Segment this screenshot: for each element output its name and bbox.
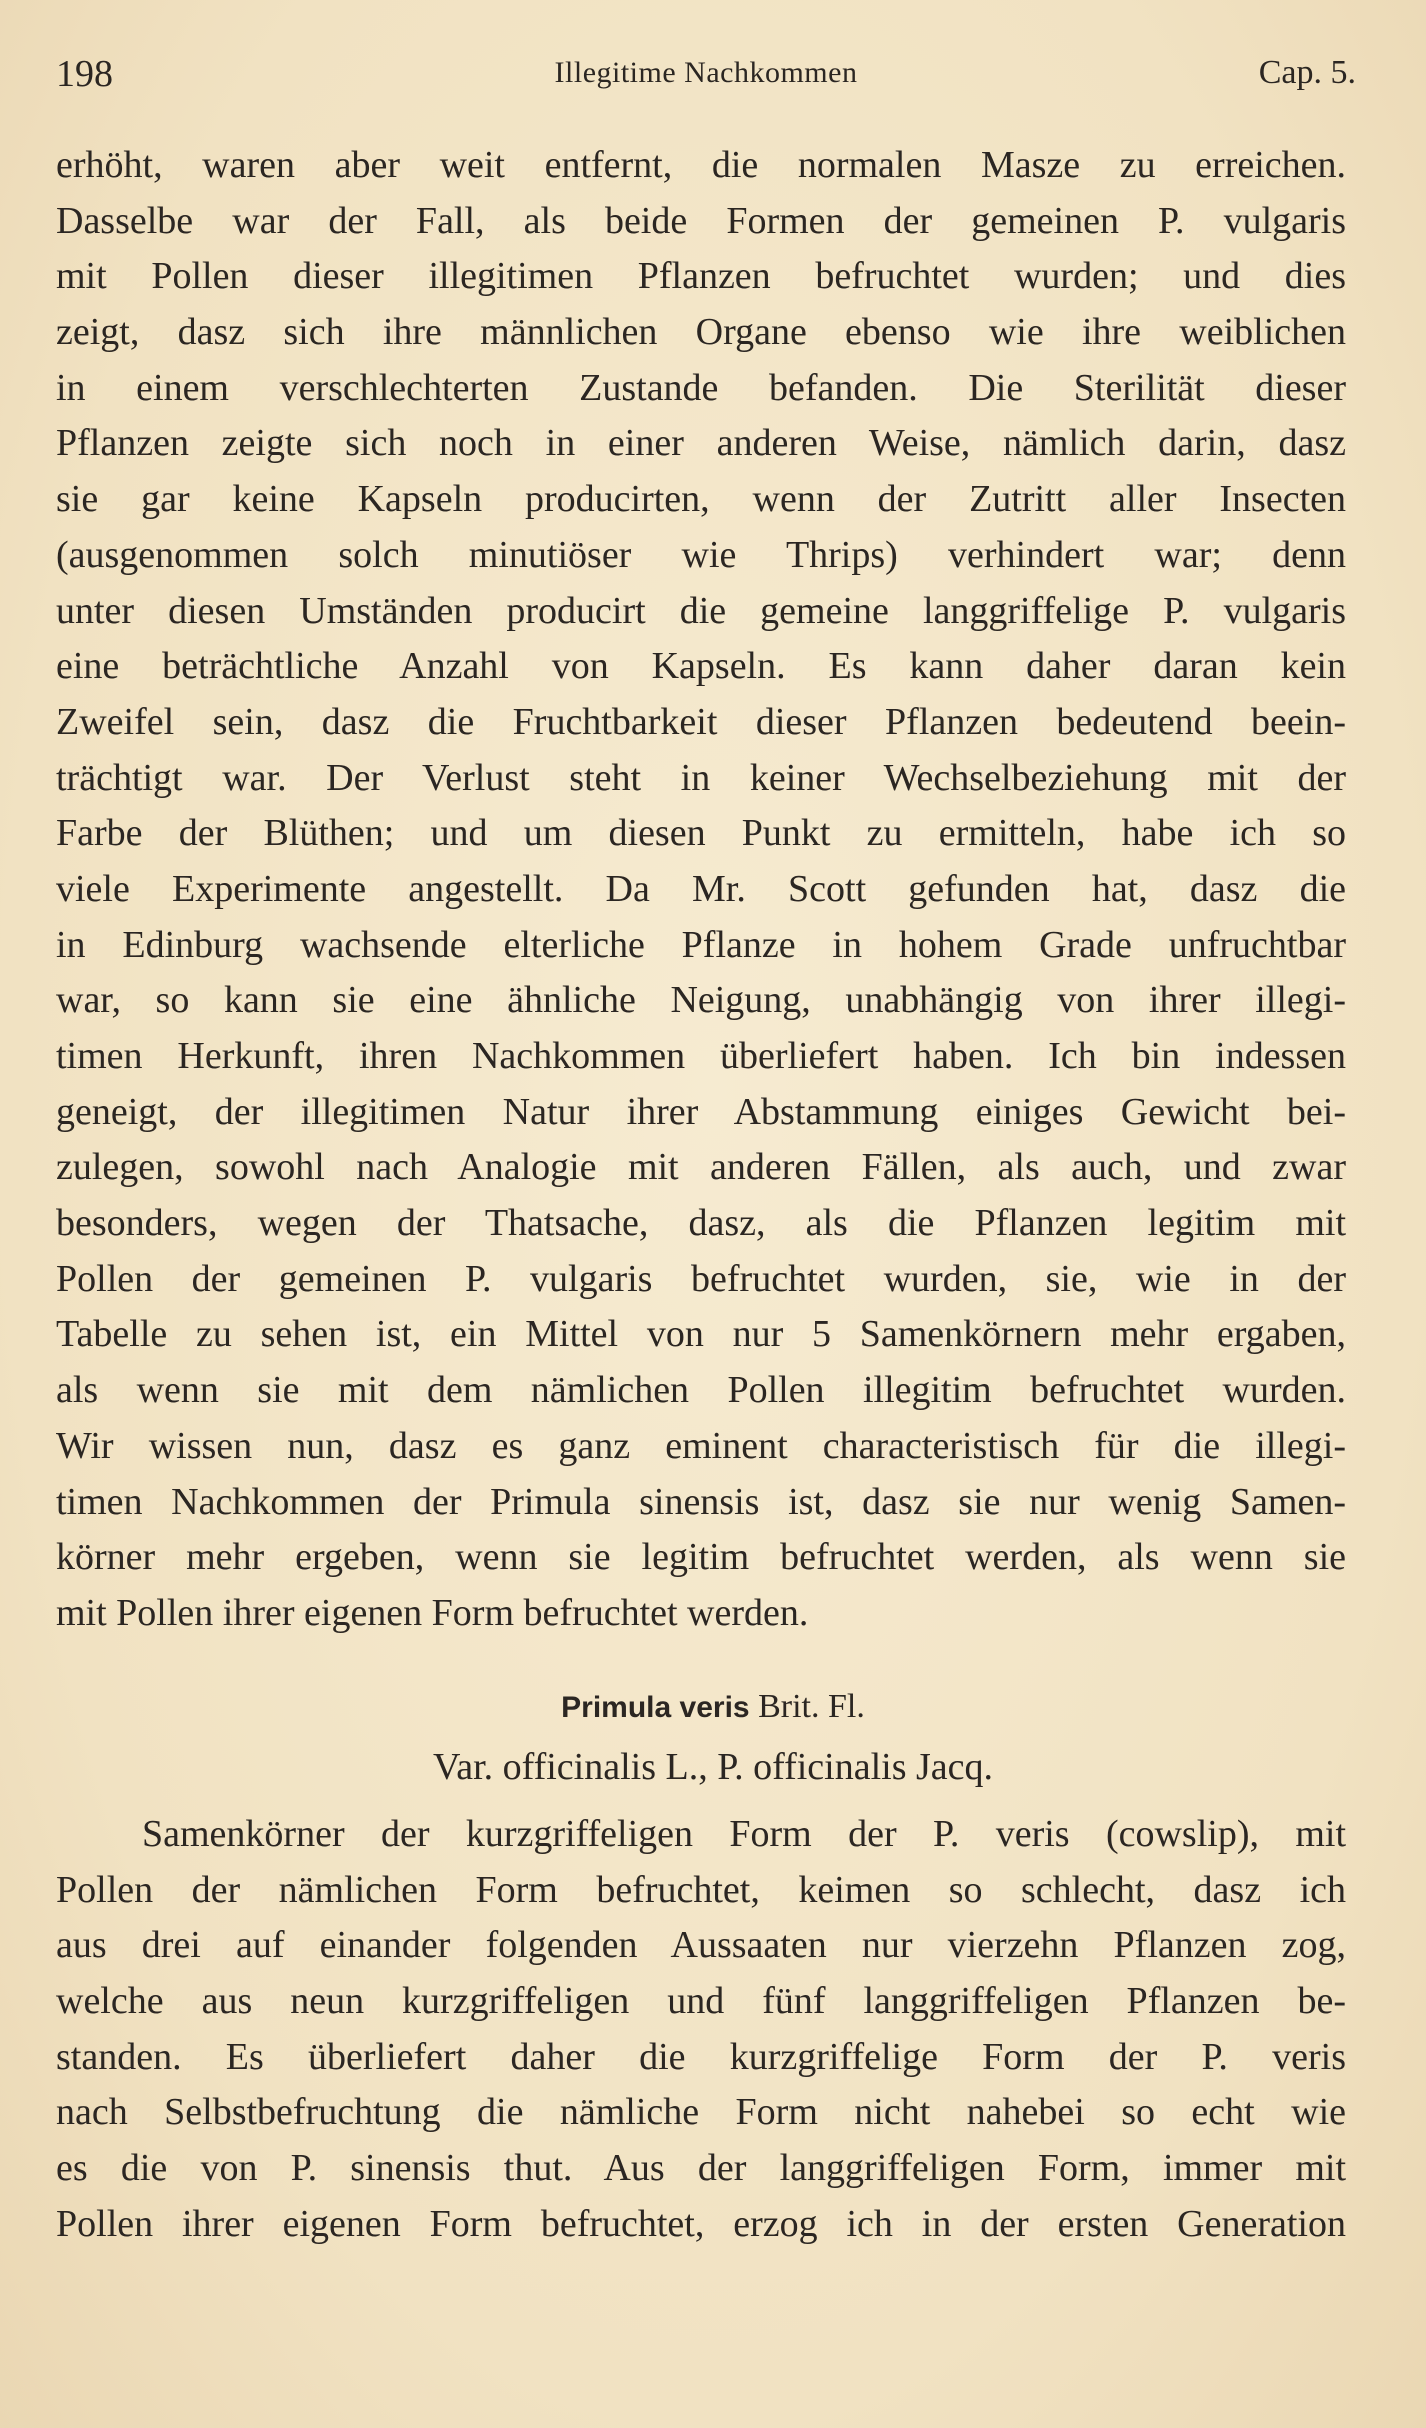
text-line: aus drei auf einander folgenden Aussaaten nur vierzehn Pflanzen zog, — [56, 1924, 1346, 1967]
text-line: geneigt, der illegitimen Natur ihrer Abstammung einiges Gewicht bei- — [56, 1090, 1346, 1133]
text-line: besonders, wegen der Thatsache, dasz, als die Pflanzen legitim mit — [56, 1202, 1346, 1245]
text-line: Pollen ihrer eigenen Form befruchtet, erzog ich in der ersten Generation — [56, 2202, 1346, 2245]
text-line: in einem verschlechterten Zustande befanden. Die Sterilität dieser — [56, 366, 1346, 409]
running-header — [56, 52, 1356, 102]
text-line: (ausgenommen solch minutiöser wie Thrips) verhindert war; denn — [56, 533, 1346, 576]
paragraph-1 — [56, 138, 1346, 1642]
text-line: war, so kann sie eine ähnliche Neigung, unabhängig von ihrer illegi- — [56, 979, 1346, 1022]
text-line: körner mehr ergeben, wenn sie legitim befruchtet werden, als wenn sie — [56, 1536, 1346, 1579]
text-line: viele Experimente angestellt. Da Mr. Scott gefunden hat, dasz die — [56, 867, 1346, 910]
text-line: Samenkörner der kurzgriffeligen Form der P. veris (cowslip), mit — [142, 1813, 1346, 1855]
text-line: timen Nachkommen der Primula sinensis ist, dasz sie nur wenig Samen- — [56, 1480, 1346, 1523]
text-line: Wir wissen nun, dasz es ganz eminent characteristisch für die illegi- — [56, 1424, 1346, 1467]
section-heading — [0, 1688, 1426, 1726]
page-number: 198 — [56, 53, 113, 95]
text-line: mit Pollen ihrer eigenen Form befruchtet werden. — [56, 1591, 809, 1634]
text-line: sie gar keine Kapseln producirten, wenn der Zutritt aller Insecten — [56, 478, 1346, 521]
text-line: zeigt, dasz sich ihre männlichen Organe ebenso wie ihre weiblichen — [56, 311, 1346, 354]
text-line: welche aus neun kurzgriffeligen und fünf langgriffeligen Pflanzen be- — [56, 1980, 1346, 2023]
text-line: mit Pollen dieser illegitimen Pflanzen befruchtet wurden; und dies — [56, 255, 1346, 298]
text-line: Pollen der nämlichen Form befruchtet, keimen so schlecht, dasz ich — [56, 1868, 1346, 1911]
text-line: nach Selbstbefruchtung die nämliche Form nicht nahebei so echt wie — [56, 2091, 1346, 2134]
text-line: eine beträchtliche Anzahl von Kapseln. Es kann daher daran kein — [56, 645, 1346, 688]
text-line: es die von P. sinensis thut. Aus der langgriffeligen Form, immer mit — [56, 2147, 1346, 2190]
text-line: Pollen der gemeinen P. vulgaris befruchtet wurden, sie, wie in der — [56, 1257, 1346, 1300]
text-line: standen. Es überliefert daher die kurzgriffelige Form der P. veris — [56, 2035, 1346, 2078]
section-subheading: Var. officinalis L., P. officinalis Jacq. — [432, 1746, 994, 1788]
text-line: zulegen, sowohl nach Analogie mit anderen Fällen, als auch, und zwar — [56, 1146, 1346, 1189]
species-name: Primula veris — [561, 1691, 750, 1724]
paragraph-2 — [56, 1807, 1346, 2253]
text-line: unter diesen Umständen producirt die gemeine langgriffelige P. vulgaris — [56, 589, 1346, 632]
text-line: trächtigt war. Der Verlust steht in keiner Wechselbeziehung mit der — [56, 756, 1346, 799]
text-line: in Edinburg wachsende elterliche Pflanze in hohem Grade unfruchtbar — [56, 923, 1346, 966]
text-line: Farbe der Blüthen; und um diesen Punkt zu ermitteln, habe ich so — [56, 812, 1346, 855]
running-title: Illegitime Nachkommen — [554, 56, 858, 89]
text-line: als wenn sie mit dem nämlichen Pollen illegitim befruchtet wurden. — [56, 1369, 1346, 1412]
text-line: Dasselbe war der Fall, als beide Formen der gemeinen P. vulgaris — [56, 199, 1346, 242]
text-line: erhöht, waren aber weit entfernt, die normalen Masze zu erreichen. — [56, 144, 1346, 186]
text-line: Pflanzen zeigte sich noch in einer anderen Weise, nämlich darin, dasz — [56, 422, 1346, 465]
text-line: Zweifel sein, dasz die Fruchtbarkeit dieser Pflanzen bedeutend beein- — [56, 700, 1346, 743]
heading-source: Brit. Fl. — [758, 1688, 865, 1725]
text-line: timen Herkunft, ihren Nachkommen überliefert haben. Ich bin indessen — [56, 1035, 1346, 1077]
text-line: Tabelle zu sehen ist, ein Mittel von nur 5 Samenkörnern mehr ergaben, — [56, 1313, 1346, 1356]
chapter-label: Cap. 5. — [1258, 54, 1356, 91]
